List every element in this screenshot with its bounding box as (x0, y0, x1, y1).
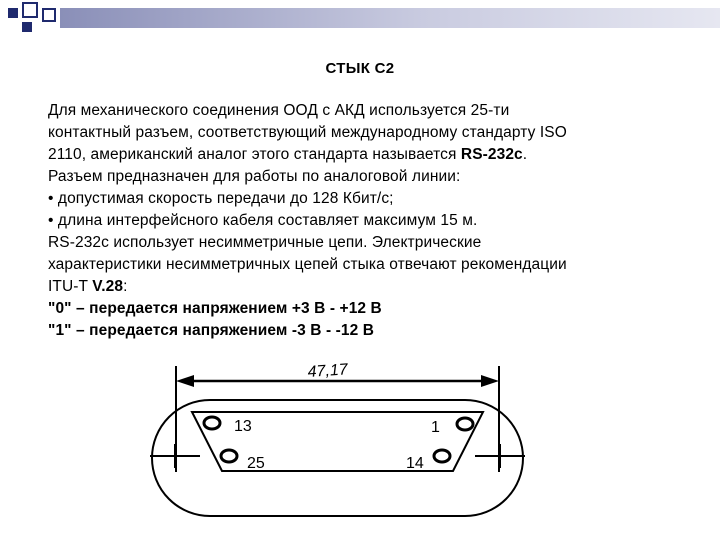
logic-one-line: "1" – передается напряжением -3 В - -12 В (48, 322, 375, 339)
dimension-arrow-right (481, 375, 499, 387)
pin-25 (221, 450, 237, 462)
body-line: Разъем предназначен для работы по аналоговой линии: (48, 168, 461, 185)
body-text-span: 2110, американский аналог этого стандарта называется (48, 146, 461, 163)
pin-13 (204, 417, 220, 429)
mounting-hole-left (150, 444, 200, 468)
body-text-span: ITU-T (48, 278, 93, 295)
slide-title: СТЫК С2 (325, 60, 395, 77)
body-line: характеристики несимметричных цепей стыка отвечают рекомендации (48, 256, 567, 273)
mounting-hole-right (475, 444, 525, 468)
pin-14 (434, 450, 450, 462)
body-text-span: : (123, 278, 128, 295)
body-line: контактный разъем, соответствующий международному стандарту ISO (48, 124, 567, 141)
standard-name: RS-232c (460, 146, 523, 163)
body-text-span: . (522, 146, 528, 163)
pin-label-25: 25 (247, 455, 265, 472)
body-line: RS-232c использует несимметричные цепи. Электрические (48, 234, 482, 251)
dimension-arrow-left (176, 375, 194, 387)
body-line: Для механического соединения ООД с АКД используется 25-ти (48, 102, 510, 119)
pin-1 (457, 418, 473, 430)
dimension-label: 47,17 (307, 361, 349, 381)
logic-zero-line: "0" – передается напряжением +3 В - +12 В (48, 300, 382, 317)
recommendation-name: V.28 (92, 278, 124, 295)
pin-label-14: 14 (406, 455, 424, 472)
pin-label-1: 1 (431, 419, 440, 436)
bullet-item: • допустимая скорость передачи до 128 Кбит/с; (48, 190, 394, 207)
bullet-item: • длина интерфейсного кабеля составляет максимум 15 м. (48, 212, 478, 229)
pin-label-13: 13 (234, 418, 252, 435)
